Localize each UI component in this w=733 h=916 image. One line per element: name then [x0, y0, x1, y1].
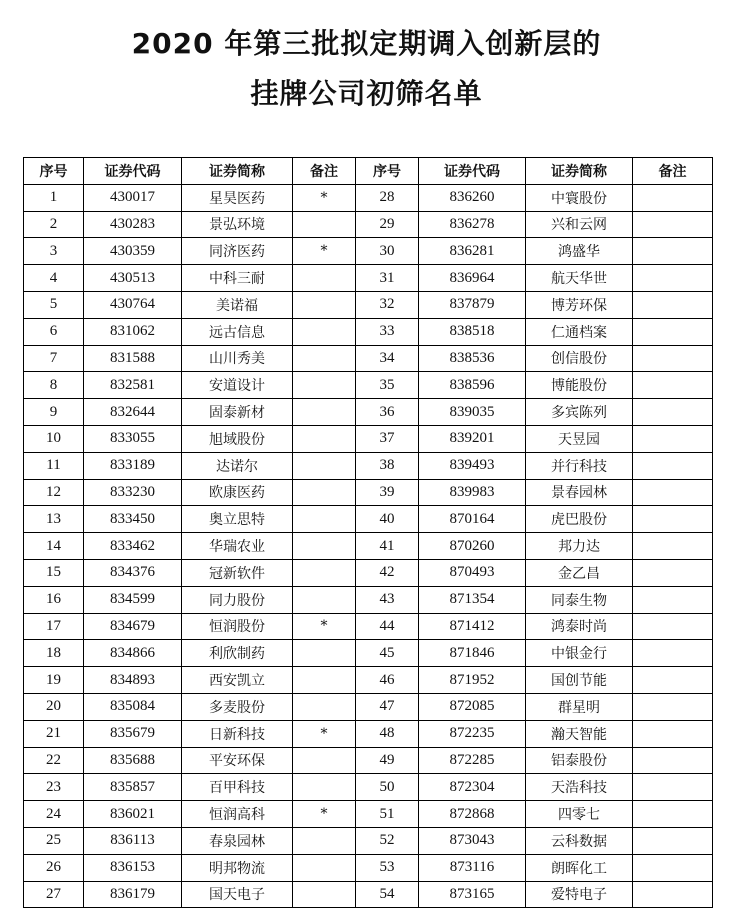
note-cell	[293, 854, 356, 881]
code-cell: 870493	[419, 559, 526, 586]
note-cell	[633, 184, 713, 211]
seq-cell: 28	[356, 184, 419, 211]
name-cell: 铝泰股份	[526, 747, 633, 774]
name-cell: 中科三耐	[182, 265, 293, 292]
code-cell: 871354	[419, 586, 526, 613]
note-cell	[293, 747, 356, 774]
code-cell: 430359	[84, 238, 182, 265]
name-cell: 固泰新材	[182, 399, 293, 426]
code-cell: 834893	[84, 667, 182, 694]
code-cell: 834679	[84, 613, 182, 640]
code-cell: 831588	[84, 345, 182, 372]
name-cell: 仁通档案	[526, 318, 633, 345]
name-cell: 鸿泰时尚	[526, 613, 633, 640]
seq-cell: 27	[24, 881, 84, 908]
seq-cell: 10	[24, 425, 84, 452]
code-cell: 870260	[419, 533, 526, 560]
seq-cell: 2	[24, 211, 84, 238]
name-cell: 百甲科技	[182, 774, 293, 801]
note-cell	[633, 774, 713, 801]
name-cell: 旭域股份	[182, 425, 293, 452]
note-cell	[293, 318, 356, 345]
note-cell	[633, 238, 713, 265]
code-cell: 834376	[84, 559, 182, 586]
note-cell	[293, 506, 356, 533]
name-cell: 利欣制药	[182, 640, 293, 667]
note-cell	[293, 559, 356, 586]
note-cell	[293, 827, 356, 854]
name-cell: 春泉园林	[182, 827, 293, 854]
note-cell	[633, 318, 713, 345]
header-seq-right: 序号	[356, 158, 419, 185]
name-cell: 平安环保	[182, 747, 293, 774]
note-cell	[633, 559, 713, 586]
name-cell: 天浩科技	[526, 774, 633, 801]
name-cell: 山川秀美	[182, 345, 293, 372]
seq-cell: 52	[356, 827, 419, 854]
note-cell	[293, 479, 356, 506]
code-cell: 838536	[419, 345, 526, 372]
note-cell	[633, 399, 713, 426]
name-cell: 多宾陈列	[526, 399, 633, 426]
code-cell: 833462	[84, 533, 182, 560]
table-row	[24, 720, 713, 747]
code-cell: 872304	[419, 774, 526, 801]
seq-cell: 25	[24, 827, 84, 854]
seq-cell: 13	[24, 506, 84, 533]
note-cell	[293, 452, 356, 479]
seq-cell: 45	[356, 640, 419, 667]
note-cell: *	[293, 238, 356, 265]
name-cell: 多麦股份	[182, 693, 293, 720]
note-cell	[633, 372, 713, 399]
note-cell	[293, 693, 356, 720]
code-cell: 872235	[419, 720, 526, 747]
seq-cell: 24	[24, 801, 84, 828]
code-cell: 430017	[84, 184, 182, 211]
name-cell: 博能股份	[526, 372, 633, 399]
table-row	[24, 265, 713, 292]
code-cell: 835857	[84, 774, 182, 801]
table-row	[24, 559, 713, 586]
note-cell: *	[293, 720, 356, 747]
seq-cell: 17	[24, 613, 84, 640]
table-header-row	[24, 158, 713, 185]
note-cell	[633, 479, 713, 506]
table-row	[24, 640, 713, 667]
table-row	[24, 586, 713, 613]
code-cell: 839983	[419, 479, 526, 506]
code-cell: 838518	[419, 318, 526, 345]
name-cell: 冠新软件	[182, 559, 293, 586]
name-cell: 创信股份	[526, 345, 633, 372]
seq-cell: 43	[356, 586, 419, 613]
seq-cell: 18	[24, 640, 84, 667]
name-cell: 中银金行	[526, 640, 633, 667]
note-cell	[293, 345, 356, 372]
name-cell: 鸿盛华	[526, 238, 633, 265]
table-row	[24, 238, 713, 265]
table-row	[24, 184, 713, 211]
document-title-line-2: 挂牌公司初筛名单	[250, 77, 483, 110]
seq-cell: 23	[24, 774, 84, 801]
name-cell: 远古信息	[182, 318, 293, 345]
note-cell	[633, 506, 713, 533]
table-row	[24, 827, 713, 854]
seq-cell: 33	[356, 318, 419, 345]
name-cell: 国创节能	[526, 667, 633, 694]
name-cell: 博芳环保	[526, 291, 633, 318]
note-cell: *	[293, 801, 356, 828]
note-cell	[293, 774, 356, 801]
table-row	[24, 854, 713, 881]
seq-cell: 22	[24, 747, 84, 774]
code-cell: 873116	[419, 854, 526, 881]
name-cell: 同力股份	[182, 586, 293, 613]
company-list-table	[23, 157, 713, 908]
seq-cell: 39	[356, 479, 419, 506]
name-cell: 星昊医药	[182, 184, 293, 211]
code-cell: 871846	[419, 640, 526, 667]
code-cell: 430513	[84, 265, 182, 292]
code-cell: 872868	[419, 801, 526, 828]
seq-cell: 48	[356, 720, 419, 747]
code-cell: 832644	[84, 399, 182, 426]
seq-cell: 9	[24, 399, 84, 426]
name-cell: 邦力达	[526, 533, 633, 560]
seq-cell: 1	[24, 184, 84, 211]
header-seq-left: 序号	[24, 158, 84, 185]
code-cell: 873043	[419, 827, 526, 854]
code-cell: 833230	[84, 479, 182, 506]
seq-cell: 42	[356, 559, 419, 586]
seq-cell: 16	[24, 586, 84, 613]
code-cell: 835679	[84, 720, 182, 747]
code-cell: 873165	[419, 881, 526, 908]
name-cell: 华瑞农业	[182, 533, 293, 560]
note-cell	[633, 291, 713, 318]
note-cell	[293, 399, 356, 426]
table-row	[24, 774, 713, 801]
name-cell: 恒润股份	[182, 613, 293, 640]
name-cell: 金乙昌	[526, 559, 633, 586]
name-cell: 朗晖化工	[526, 854, 633, 881]
seq-cell: 26	[24, 854, 84, 881]
header-name-left: 证券简称	[182, 158, 293, 185]
name-cell: 同济医药	[182, 238, 293, 265]
seq-cell: 53	[356, 854, 419, 881]
note-cell	[293, 533, 356, 560]
table-row	[24, 801, 713, 828]
name-cell: 恒润高科	[182, 801, 293, 828]
code-cell: 836260	[419, 184, 526, 211]
table-row	[24, 693, 713, 720]
note-cell	[633, 801, 713, 828]
table-row	[24, 747, 713, 774]
seq-cell: 19	[24, 667, 84, 694]
table-row	[24, 318, 713, 345]
name-cell: 安道设计	[182, 372, 293, 399]
note-cell	[633, 211, 713, 238]
seq-cell: 37	[356, 425, 419, 452]
seq-cell: 41	[356, 533, 419, 560]
name-cell: 云科数据	[526, 827, 633, 854]
code-cell: 833450	[84, 506, 182, 533]
name-cell: 日新科技	[182, 720, 293, 747]
table-row	[24, 452, 713, 479]
note-cell	[633, 667, 713, 694]
header-note-left: 备注	[293, 158, 356, 185]
code-cell: 870164	[419, 506, 526, 533]
note-cell	[633, 720, 713, 747]
note-cell: *	[293, 613, 356, 640]
code-cell: 831062	[84, 318, 182, 345]
seq-cell: 7	[24, 345, 84, 372]
note-cell	[633, 693, 713, 720]
note-cell	[633, 533, 713, 560]
name-cell: 美诺福	[182, 291, 293, 318]
note-cell	[633, 613, 713, 640]
table-body	[24, 184, 713, 908]
code-cell: 839035	[419, 399, 526, 426]
name-cell: 天昱园	[526, 425, 633, 452]
table-row	[24, 211, 713, 238]
name-cell: 爱特电子	[526, 881, 633, 908]
code-cell: 838596	[419, 372, 526, 399]
seq-cell: 34	[356, 345, 419, 372]
table-row	[24, 372, 713, 399]
code-cell: 836281	[419, 238, 526, 265]
note-cell	[633, 345, 713, 372]
table-row	[24, 425, 713, 452]
note-cell	[633, 881, 713, 908]
note-cell	[633, 425, 713, 452]
note-cell	[293, 425, 356, 452]
code-cell: 871412	[419, 613, 526, 640]
name-cell: 兴和云网	[526, 211, 633, 238]
table-row	[24, 345, 713, 372]
seq-cell: 35	[356, 372, 419, 399]
seq-cell: 46	[356, 667, 419, 694]
seq-cell: 51	[356, 801, 419, 828]
code-cell: 836113	[84, 827, 182, 854]
seq-cell: 49	[356, 747, 419, 774]
table-row	[24, 479, 713, 506]
seq-cell: 15	[24, 559, 84, 586]
seq-cell: 30	[356, 238, 419, 265]
seq-cell: 50	[356, 774, 419, 801]
code-cell: 835688	[84, 747, 182, 774]
table-row	[24, 881, 713, 908]
name-cell: 西安凯立	[182, 667, 293, 694]
seq-cell: 21	[24, 720, 84, 747]
note-cell	[293, 372, 356, 399]
name-cell: 虎巴股份	[526, 506, 633, 533]
seq-cell: 20	[24, 693, 84, 720]
note-cell	[633, 854, 713, 881]
code-cell: 834599	[84, 586, 182, 613]
code-cell: 839201	[419, 425, 526, 452]
seq-cell: 6	[24, 318, 84, 345]
table-row	[24, 533, 713, 560]
name-cell: 中寰股份	[526, 184, 633, 211]
seq-cell: 14	[24, 533, 84, 560]
code-cell: 833055	[84, 425, 182, 452]
table-row	[24, 291, 713, 318]
code-cell: 836278	[419, 211, 526, 238]
table-row	[24, 667, 713, 694]
note-cell	[633, 827, 713, 854]
name-cell: 奥立思特	[182, 506, 293, 533]
code-cell: 839493	[419, 452, 526, 479]
code-cell: 837879	[419, 291, 526, 318]
note-cell	[293, 881, 356, 908]
seq-cell: 40	[356, 506, 419, 533]
table-row	[24, 506, 713, 533]
name-cell: 瀚天智能	[526, 720, 633, 747]
seq-cell: 36	[356, 399, 419, 426]
note-cell	[633, 452, 713, 479]
name-cell: 四零七	[526, 801, 633, 828]
note-cell	[293, 291, 356, 318]
code-cell: 833189	[84, 452, 182, 479]
code-cell: 872085	[419, 693, 526, 720]
header-code-right: 证券代码	[419, 158, 526, 185]
note-cell	[633, 265, 713, 292]
seq-cell: 3	[24, 238, 84, 265]
name-cell: 国天电子	[182, 881, 293, 908]
note-cell: *	[293, 184, 356, 211]
note-cell	[633, 640, 713, 667]
table-row	[24, 613, 713, 640]
name-cell: 同泰生物	[526, 586, 633, 613]
code-cell: 834866	[84, 640, 182, 667]
seq-cell: 32	[356, 291, 419, 318]
seq-cell: 38	[356, 452, 419, 479]
header-name-right: 证券简称	[526, 158, 633, 185]
header-code-left: 证券代码	[84, 158, 182, 185]
code-cell: 872285	[419, 747, 526, 774]
code-cell: 836179	[84, 881, 182, 908]
note-cell	[293, 667, 356, 694]
table-row	[24, 399, 713, 426]
code-cell: 832581	[84, 372, 182, 399]
name-cell: 明邦物流	[182, 854, 293, 881]
seq-cell: 31	[356, 265, 419, 292]
seq-cell: 12	[24, 479, 84, 506]
note-cell	[293, 211, 356, 238]
name-cell: 并行科技	[526, 452, 633, 479]
header-note-right: 备注	[633, 158, 713, 185]
code-cell: 836153	[84, 854, 182, 881]
seq-cell: 54	[356, 881, 419, 908]
note-cell	[293, 586, 356, 613]
name-cell: 达诺尔	[182, 452, 293, 479]
name-cell: 欧康医药	[182, 479, 293, 506]
seq-cell: 29	[356, 211, 419, 238]
note-cell	[633, 586, 713, 613]
note-cell	[293, 640, 356, 667]
code-cell: 871952	[419, 667, 526, 694]
code-cell: 430764	[84, 291, 182, 318]
name-cell: 群星明	[526, 693, 633, 720]
document-title-line-1: 2020 年第三批拟定期调入创新层的	[131, 27, 602, 60]
seq-cell: 47	[356, 693, 419, 720]
seq-cell: 8	[24, 372, 84, 399]
code-cell: 835084	[84, 693, 182, 720]
note-cell	[633, 747, 713, 774]
seq-cell: 5	[24, 291, 84, 318]
name-cell: 景弘环境	[182, 211, 293, 238]
name-cell: 航天华世	[526, 265, 633, 292]
name-cell: 景春园林	[526, 479, 633, 506]
note-cell	[293, 265, 356, 292]
seq-cell: 4	[24, 265, 84, 292]
seq-cell: 11	[24, 452, 84, 479]
code-cell: 836964	[419, 265, 526, 292]
code-cell: 430283	[84, 211, 182, 238]
seq-cell: 44	[356, 613, 419, 640]
code-cell: 836021	[84, 801, 182, 828]
